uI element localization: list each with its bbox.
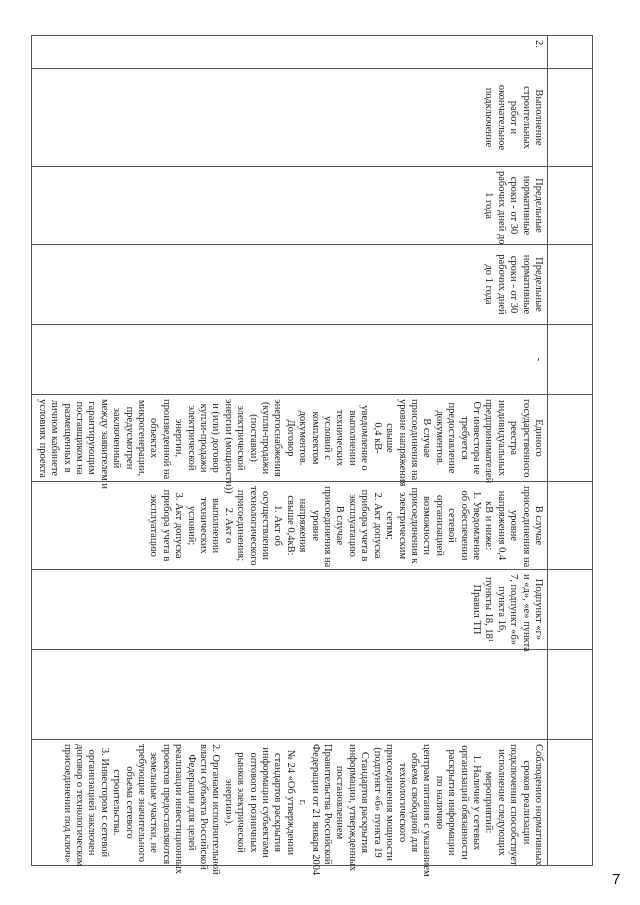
cell-text-line: свыше 0,4кВ: [284,495,296,556]
cell-text-line: земельные участки, не [148,752,160,853]
cell-text-line: условиях проекта [36,399,48,478]
cell-text-line: организацией [433,494,445,557]
cell-text-line: объема свободной для [408,752,420,853]
cell-text-line: Предельные [533,257,544,312]
cell-text-line: технических [198,497,210,554]
cell-text-line: 3. Акт допуска [173,492,185,559]
rotated-table-frame [33,35,593,877]
cell-text-line: В случае [421,418,433,458]
cell-text-line: г. [297,799,309,806]
cell-text-line: напряжения [297,498,309,553]
cell-text-line: электрической [235,405,247,471]
cell-text-line: энергии, [173,418,185,458]
cell-text-line: № 24 «Об утверждении [284,749,296,856]
cell-text-line: условий с [322,416,334,460]
cell-text-line: оптового и розничных [247,752,259,853]
cell-text-line: энергоснабжения [272,399,284,477]
cell-text-line: индивидуальных [495,400,507,476]
cell-text-line: Договор [284,419,296,457]
cell-text-line: предусмотрен [123,406,135,470]
cell-text-line: раскрытия информации [446,749,458,856]
cell-text-line: (поставки) [247,414,259,462]
cell-text-line: осуществлении [260,490,272,561]
cell-text-line: поставщиком на [73,401,85,475]
dash-cell: - [32,325,548,395]
cell-text-line: Правительства Российской [322,744,334,865]
header-cell [548,570,593,650]
cell-text-line: по наличию [433,775,445,830]
cell-text-line: об обеспечении [458,490,470,561]
cell-text-line: гарантирующим [86,401,98,475]
cell-text-line: Федерации для целей [185,754,197,851]
empty-cell [32,650,548,740]
cell-text-line: организаций обязанности [458,745,470,860]
cell-text-line: объема сетевого [123,766,135,839]
cell-text-line: Выполнение [533,89,544,146]
cell-text-line: строительных [520,86,532,149]
cell-text-line: прибора учета в [160,489,172,562]
result-cell [32,482,548,570]
cell-text-line: присоединения на [520,486,532,568]
cell-text-line: присоединения на [322,486,334,568]
cell-text-line: пункты 18, 18¹ [483,576,495,643]
header-cell [548,395,593,482]
cell-text-line: и «д», «е» пункта [520,574,532,652]
cell-text-line: 3. Инвестором с сетевой [98,747,110,858]
cell-text-line: напряжения 0,4 [495,490,507,561]
cell-text-line: Подпункт «г» [533,578,544,641]
cell-text-line: сетям; [384,511,396,540]
cell-text-line: постановлением [334,765,346,840]
cell-text-line: В случае [533,505,544,546]
cell-text-line: микрогенерации, [136,399,147,477]
cell-text-line: работ и [508,100,520,135]
cell-text-line: заключенный [111,407,123,469]
cell-text-line: выполнении [210,497,222,554]
cell-text-line: присоединении под ключ» [61,744,73,863]
cell-text-line: эксплуатацию [346,494,358,557]
cell-text-line: эксплуатацию [148,494,160,557]
cell-text-line: рабочих дней до [495,171,507,245]
header-cell [548,69,593,167]
cell-text-line: Единого [533,419,544,457]
cell-text-line: В случае [334,505,346,546]
header-cell [548,740,593,866]
cell-text-line: уровне [309,510,321,541]
cell-text-line: личном кабинете [49,399,61,477]
cell-text-line: предоставление [446,402,458,474]
cell-text-line: сроков реализации [520,760,532,845]
cell-text-line: 0,4 кВ- [371,422,383,454]
cell-text-line: мероприятий: [483,771,495,834]
cell-text-line: нормативные [520,254,532,315]
header-cell [548,36,593,69]
term-cell [32,167,548,245]
connection-stages-table [31,35,593,877]
cell-text-line: пункта 16, [495,586,507,633]
cell-text-line: возможности [421,495,433,556]
table-row [32,36,548,866]
cell-text-line: кВ и ниже: [483,501,495,550]
cell-text-line: нормативные [520,175,532,236]
cell-text-line: 1 года [483,192,495,219]
cell-text-line: рабочих дней [495,254,507,315]
cell-text-line: 1. Акт об [272,505,284,546]
row-number: 2. [32,36,548,69]
cell-text-line: требующие значительного [136,744,147,863]
cell-text-line: выполнении [346,410,358,466]
cell-text-line: технологического [396,762,408,843]
cell-text-line: центрам питания с указанием [421,744,433,877]
cell-text-line: информации субъектами [260,747,272,858]
cell-text-line: свыше [384,423,396,453]
cell-text-line: власти субъекта Российской [198,744,210,870]
cell-text-line: 2. Акт допуска [371,492,383,559]
cell-text-line: 1. Уведомление [470,490,482,560]
cell-text-line: требуется [458,416,470,460]
cell-text-line: размещенных в [61,403,73,473]
cell-text-line: организацией заключен [86,749,98,856]
cell-text-line: присоединения к [408,487,420,564]
table-header-row [548,36,593,866]
header-cell [548,325,593,395]
cell-text-line: Федерации от 21 января 2004 [309,744,321,876]
cell-text-line: окончательное [495,84,507,151]
legal-basis-cell [32,570,548,650]
cell-text-line: строительства. [111,769,123,836]
cell-text-line: документов. [297,410,309,466]
cell-text-line: предпринимателей [483,399,495,484]
cell-text-line: реестра [508,420,520,456]
cell-text-line: 2. Органами исполнительной [210,744,222,875]
cell-text-line: и (или) договор [210,403,222,473]
cell-text-line: 7, подпункт «б» [508,574,520,645]
cell-text-line: электрической [185,405,197,471]
cell-text-line: информации, утвержденных [346,744,358,872]
cell-text-line: объектах [148,417,160,458]
cell-text-line: подключения способствует [508,744,520,866]
cell-text-line: договор о технологическом [73,744,85,867]
cell-text-line: Стандартов раскрытия [359,751,371,854]
cell-text-line: сроки - от 30 [508,255,520,314]
cell-text-line: купли-продажи [198,403,210,473]
stage-cell [32,69,548,167]
cell-text-line: Соблюдению нормативных [533,744,544,866]
header-cell [548,482,593,570]
cell-text-line: государственного [520,399,532,478]
measures-cell [32,740,548,877]
cell-text-line: стандартов раскрытия [272,752,284,853]
cell-text-line: Правил ТП [470,584,482,635]
cell-text-line: уровне напряжения [396,399,408,487]
cell-text-line: уведомление о [359,405,371,471]
cell-text-line: сроки - от 30 [508,176,520,235]
cell-text-line: произведенной на [160,399,172,480]
cell-text-line: технологического [247,486,259,566]
documents-cell [32,395,548,494]
cell-text-line: подключение [483,87,495,148]
cell-text-line: присоединения на [408,399,420,481]
cell-text-line: реализации инвестиционных [173,744,185,874]
cell-text-line: Предельные [533,178,544,233]
cell-text-line: документов. [433,410,445,466]
cell-text-line: комплектом [309,411,321,465]
cell-text-line: (купли-продажи [260,401,272,475]
cell-text-line: технических [334,409,346,467]
cell-text-line: От инвестора не [470,401,482,475]
cell-text-line: между заявителем и [98,399,110,490]
cell-text-line: условий; [185,505,197,546]
cell-text-line: исполнение следующих [495,749,507,856]
cell-text-line: электрическим [396,492,408,559]
cell-text-line: 2. Акт о [222,507,234,544]
cell-text-line: (подпункт «б» пункта 19 [371,747,383,858]
header-cell [548,245,593,325]
cell-text-line: присоединения; [235,489,247,562]
header-cell [548,167,593,245]
cell-text-line: сетевой [446,508,458,543]
cell-text-line: уровне [508,510,520,541]
cell-text-line: 1. Наличие у сетевых [470,754,482,851]
page-number: 7 [612,871,621,888]
cell-text-line: прибора учета в [359,489,371,562]
cell-text-line: энергии (мощности)) [222,399,234,494]
cell-text-line: рынков электрической [235,752,247,853]
cell-text-line: до 1 года [483,264,495,305]
cell-text-line: проектов предоставляются [160,744,172,865]
header-cell [548,650,593,740]
cell-text-line: присоединения мощности [384,744,396,861]
term-cell-2 [32,245,548,325]
cell-text-line: энергии»). [222,779,234,826]
